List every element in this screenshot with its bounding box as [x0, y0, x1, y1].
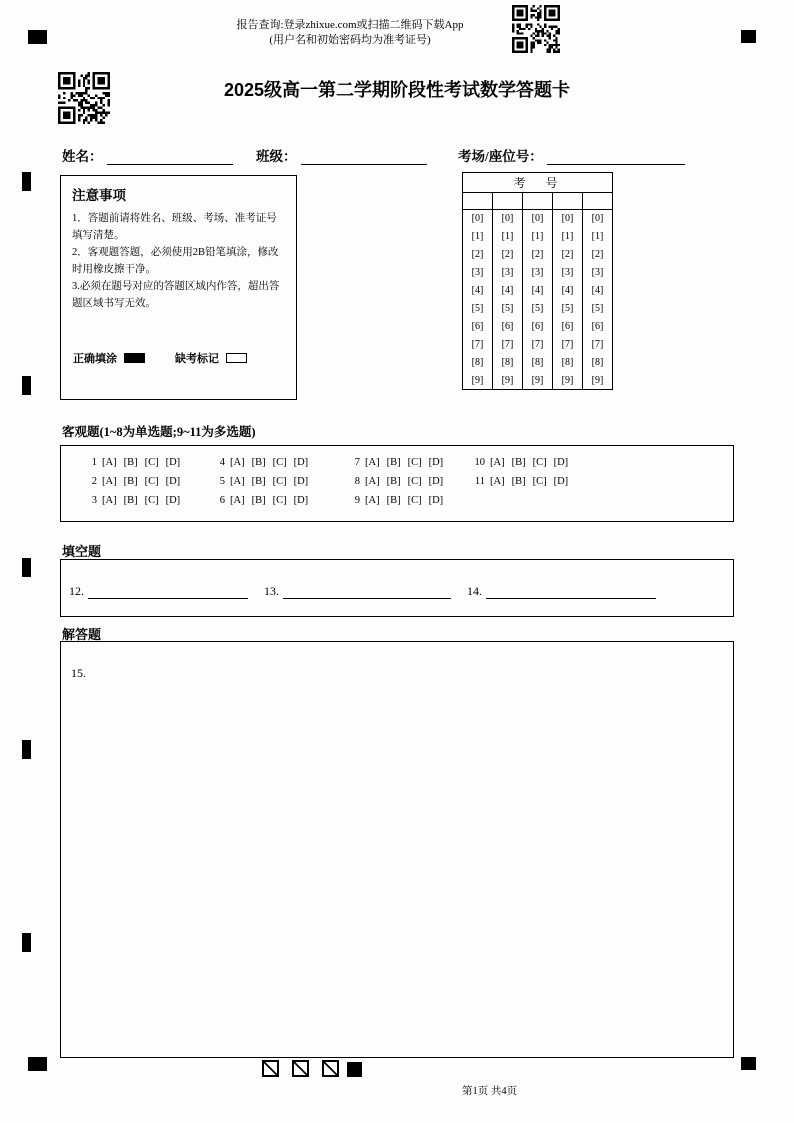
option-bubble-6-B[interactable]: [B]	[251, 495, 266, 506]
digit-bubble-4[interactable]: [4]	[493, 282, 523, 300]
exam-number-write-cell[interactable]	[493, 193, 523, 210]
digit-bubble-6[interactable]: [6]	[493, 318, 523, 336]
digit-bubble-0[interactable]: [0]	[463, 210, 493, 228]
option-bubble-7-A[interactable]: [A]	[365, 457, 380, 468]
registration-mark-left-1	[22, 172, 31, 191]
fill-answer-line[interactable]	[486, 587, 656, 599]
digit-bubble-1[interactable]: [1]	[463, 228, 493, 246]
question-number: 7	[354, 457, 360, 468]
digit-bubble-3[interactable]: [3]	[523, 264, 553, 282]
digit-bubble-0[interactable]: [0]	[493, 210, 523, 228]
digit-bubble-3[interactable]: [3]	[553, 264, 583, 282]
registration-mark-left-3	[22, 558, 31, 577]
question-number: 1	[91, 457, 97, 468]
digit-bubble-3[interactable]: [3]	[583, 264, 613, 282]
fill-question-number: 14.	[467, 584, 482, 598]
digit-bubble-8[interactable]: [8]	[493, 354, 523, 372]
option-bubble-1-D[interactable]: [D]	[165, 457, 181, 468]
option-bubble-9-A[interactable]: [A]	[365, 495, 380, 506]
digit-bubble-5[interactable]: [5]	[523, 300, 553, 318]
option-bubble-3-D[interactable]: [D]	[165, 495, 181, 506]
digit-bubble-0[interactable]: [0]	[553, 210, 583, 228]
digit-bubble-2[interactable]: [2]	[553, 246, 583, 264]
option-bubble-3-B[interactable]: [B]	[123, 495, 138, 506]
digit-bubble-7[interactable]: [7]	[463, 336, 493, 354]
option-bubble-11-D[interactable]: [D]	[553, 476, 569, 487]
option-bubble-9-B[interactable]: [B]	[386, 495, 401, 506]
exam-number-grid-title: 考 号	[463, 173, 613, 193]
question-number: 9	[354, 495, 360, 506]
absent-mark-label: 缺考标记	[175, 353, 219, 365]
correct-fill-label: 正确填涂	[73, 353, 117, 365]
digit-bubble-4[interactable]: [4]	[553, 282, 583, 300]
report-query-line: 报告查询:登录zhixue.com或扫描二维码下载App	[236, 19, 464, 31]
question-number: 3	[91, 495, 97, 506]
digit-bubble-8[interactable]: [8]	[553, 354, 583, 372]
question-number: 11	[474, 476, 485, 487]
option-bubble-5-A[interactable]: [A]	[230, 476, 245, 487]
registration-mark-left-4	[22, 740, 31, 759]
digit-bubble-2[interactable]: [2]	[583, 246, 613, 264]
option-bubble-6-C[interactable]: [C]	[272, 495, 287, 506]
question-number: 8	[354, 476, 360, 487]
objective-section-title: 客观题(1~8为单选题;9~11为多选题)	[62, 425, 256, 439]
digit-bubble-0[interactable]: [0]	[523, 210, 553, 228]
digit-bubble-8[interactable]: [8]	[583, 354, 613, 372]
filled-sample-icon	[124, 353, 145, 363]
exam-number-write-cell[interactable]	[523, 193, 553, 210]
digit-bubble-9[interactable]: [9]	[583, 372, 613, 390]
question-2	[81, 476, 209, 487]
question-5	[209, 476, 344, 487]
exam-number-write-cell[interactable]	[463, 193, 493, 210]
page-footer: 第1页 共4页	[462, 1086, 518, 1097]
name-label: 姓名：	[62, 149, 103, 164]
question-10	[469, 457, 575, 468]
digit-bubble-2[interactable]: [2]	[463, 246, 493, 264]
free-response-question-number: 15.	[71, 666, 86, 680]
notice-item-2: 2．客观题答题，必须使用2B铅笔填涂，修改时用橡皮擦干净。	[72, 247, 279, 275]
digit-bubble-7[interactable]: [7]	[493, 336, 523, 354]
question-8	[344, 476, 469, 487]
objective-row	[81, 476, 733, 495]
fill-in-answer-area	[60, 559, 734, 617]
page-title: 2025级高一第二学期阶段性考试数学答题卡	[223, 80, 571, 100]
option-bubble-2-A[interactable]: [A]	[102, 476, 117, 487]
option-bubble-1-A[interactable]: [A]	[102, 457, 117, 468]
option-bubble-8-C[interactable]: [C]	[407, 476, 422, 487]
registration-mark-top-left	[28, 30, 47, 44]
seat-field	[458, 145, 685, 165]
registration-mark-left-5	[22, 933, 31, 952]
digit-bubble-6[interactable]: [6]	[553, 318, 583, 336]
timing-mark-slash-2	[292, 1060, 309, 1077]
question-7	[344, 457, 469, 468]
digit-bubble-5[interactable]: [5]	[493, 300, 523, 318]
fill-question-14	[467, 584, 656, 599]
option-bubble-5-B[interactable]: [B]	[251, 476, 266, 487]
option-bubble-7-B[interactable]: [B]	[386, 457, 401, 468]
digit-bubble-5[interactable]: [5]	[583, 300, 613, 318]
digit-bubble-3[interactable]: [3]	[493, 264, 523, 282]
digit-bubble-9[interactable]: [9]	[553, 372, 583, 390]
question-1	[81, 457, 209, 468]
fill-question-number: 13.	[264, 584, 279, 598]
digit-bubble-6[interactable]: [6]	[583, 318, 613, 336]
question-9	[344, 495, 469, 506]
option-bubble-10-D[interactable]: [D]	[553, 457, 569, 468]
option-bubble-2-D[interactable]: [D]	[165, 476, 181, 487]
notice-item-1: 1．答题前请将姓名、班级、考场、准考证号填写清楚。	[72, 213, 277, 241]
option-bubble-11-A[interactable]: [A]	[490, 476, 505, 487]
qr-code-top	[512, 5, 560, 53]
registration-mark-top-right	[741, 30, 756, 43]
question-11	[469, 476, 575, 487]
option-bubble-4-B[interactable]: [B]	[251, 457, 266, 468]
timing-mark-filled	[347, 1062, 362, 1077]
option-bubble-8-B[interactable]: [B]	[386, 476, 401, 487]
option-bubble-8-A[interactable]: [A]	[365, 476, 380, 487]
registration-mark-left-2	[22, 376, 31, 395]
digit-bubble-4[interactable]: [4]	[583, 282, 613, 300]
option-bubble-11-B[interactable]: [B]	[511, 476, 526, 487]
option-bubble-4-D[interactable]: [D]	[293, 457, 309, 468]
question-4	[209, 457, 344, 468]
option-bubble-7-C[interactable]: [C]	[407, 457, 422, 468]
timing-mark-slash-3	[322, 1060, 339, 1077]
option-bubble-5-D[interactable]: [D]	[293, 476, 309, 487]
question-number: 2	[91, 476, 97, 487]
fill-question-number: 12.	[69, 584, 84, 598]
digit-bubble-1[interactable]: [1]	[493, 228, 523, 246]
digit-bubble-1[interactable]: [1]	[553, 228, 583, 246]
digit-bubble-9[interactable]: [9]	[523, 372, 553, 390]
digit-bubble-7[interactable]: [7]	[553, 336, 583, 354]
question-number: 6	[219, 495, 225, 506]
name-field	[62, 145, 233, 165]
exam-number-write-cell[interactable]	[553, 193, 583, 210]
digit-bubble-8[interactable]: [8]	[463, 354, 493, 372]
option-bubble-7-D[interactable]: [D]	[428, 457, 444, 468]
notice-title: 注意事项	[72, 188, 126, 203]
digit-bubble-1[interactable]: [1]	[523, 228, 553, 246]
digit-bubble-9[interactable]: [9]	[493, 372, 523, 390]
class-field	[256, 145, 427, 165]
objective-row	[81, 457, 733, 476]
digit-bubble-2[interactable]: [2]	[523, 246, 553, 264]
question-number: 4	[219, 457, 225, 468]
name-write-line[interactable]	[107, 152, 233, 165]
option-bubble-10-B[interactable]: [B]	[511, 457, 526, 468]
notice-box	[60, 175, 297, 400]
digit-bubble-4[interactable]: [4]	[463, 282, 493, 300]
option-bubble-1-B[interactable]: [B]	[123, 457, 138, 468]
option-bubble-10-C[interactable]: [C]	[532, 457, 547, 468]
option-bubble-3-C[interactable]: [C]	[144, 495, 159, 506]
digit-bubble-0[interactable]: [0]	[583, 210, 613, 228]
objective-answer-area	[60, 445, 734, 522]
question-3	[81, 495, 209, 506]
empty-sample-icon	[226, 353, 247, 363]
option-bubble-9-C[interactable]: [C]	[407, 495, 422, 506]
free-response-answer-area[interactable]	[60, 641, 734, 1058]
option-bubble-6-D[interactable]: [D]	[293, 495, 309, 506]
digit-bubble-4[interactable]: [4]	[523, 282, 553, 300]
class-write-line[interactable]	[301, 152, 427, 165]
registration-mark-bottom-right	[741, 1057, 756, 1070]
option-bubble-10-A[interactable]: [A]	[490, 457, 505, 468]
registration-mark-bottom-left	[28, 1057, 47, 1071]
digit-bubble-6[interactable]: [6]	[523, 318, 553, 336]
credentials-note-line: (用户名和初始密码均为准考证号)	[269, 33, 431, 46]
fill-in-section-title: 填空题	[62, 544, 102, 559]
digit-bubble-8[interactable]: [8]	[523, 354, 553, 372]
option-bubble-5-C[interactable]: [C]	[272, 476, 287, 487]
digit-bubble-7[interactable]: [7]	[583, 336, 613, 354]
fill-answer-line[interactable]	[88, 587, 248, 599]
digit-bubble-3[interactable]: [3]	[463, 264, 493, 282]
class-label: 班级：	[256, 149, 297, 164]
seat-write-line[interactable]	[547, 152, 685, 165]
option-bubble-9-D[interactable]: [D]	[428, 495, 444, 506]
seat-label: 考场/座位号：	[458, 149, 543, 164]
digit-bubble-5[interactable]: [5]	[553, 300, 583, 318]
question-number: 5	[219, 476, 225, 487]
digit-bubble-5[interactable]: [5]	[463, 300, 493, 318]
exam-number-write-cell[interactable]	[583, 193, 613, 210]
option-bubble-2-B[interactable]: [B]	[123, 476, 138, 487]
notice-footer	[73, 350, 247, 366]
digit-bubble-1[interactable]: [1]	[583, 228, 613, 246]
timing-mark-slash-1	[262, 1060, 279, 1077]
fill-question-12	[69, 584, 248, 599]
digit-bubble-6[interactable]: [6]	[463, 318, 493, 336]
objective-row	[81, 495, 733, 514]
question-6	[209, 495, 344, 506]
question-number: 10	[474, 457, 485, 468]
fill-question-13	[264, 584, 451, 599]
exam-number-grid	[462, 172, 613, 390]
digit-bubble-9[interactable]: [9]	[463, 372, 493, 390]
option-bubble-2-C[interactable]: [C]	[144, 476, 159, 487]
option-bubble-1-C[interactable]: [C]	[144, 457, 159, 468]
digit-bubble-2[interactable]: [2]	[493, 246, 523, 264]
digit-bubble-7[interactable]: [7]	[523, 336, 553, 354]
header-text	[130, 18, 570, 48]
option-bubble-4-A[interactable]: [A]	[230, 457, 245, 468]
option-bubble-8-D[interactable]: [D]	[428, 476, 444, 487]
free-response-section-title: 解答题	[62, 627, 102, 642]
option-bubble-6-A[interactable]: [A]	[230, 495, 245, 506]
notice-item-3: 3.必须在题号对应的答题区域内作答，超出答题区域书写无效。	[72, 281, 280, 309]
option-bubble-3-A[interactable]: [A]	[102, 495, 117, 506]
option-bubble-11-C[interactable]: [C]	[532, 476, 547, 487]
fill-answer-line[interactable]	[283, 587, 451, 599]
option-bubble-4-C[interactable]: [C]	[272, 457, 287, 468]
